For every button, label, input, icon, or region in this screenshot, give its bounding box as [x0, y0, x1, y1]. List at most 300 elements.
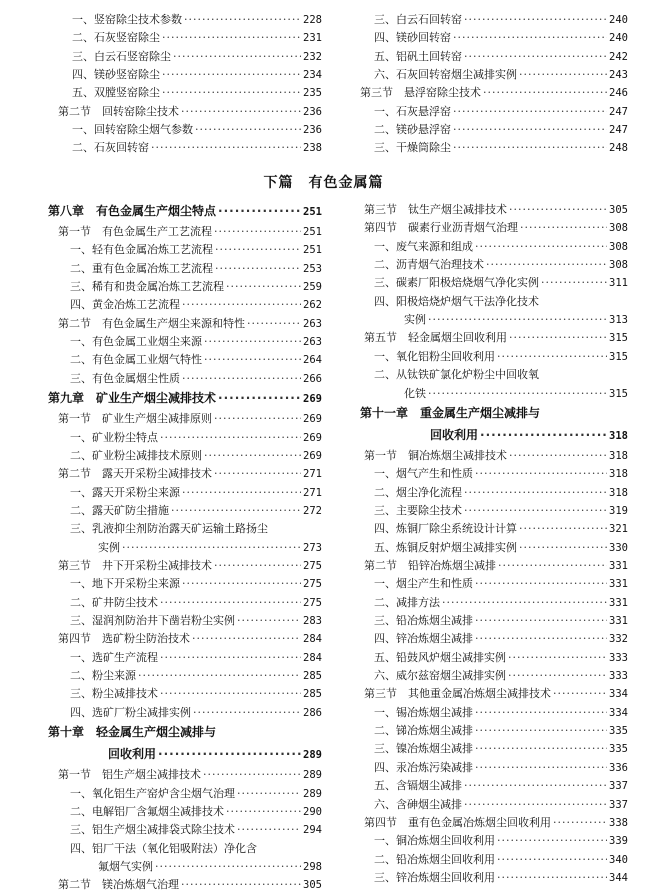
toc-section-entry	[364, 816, 628, 830]
toc-entry	[374, 669, 628, 683]
toc-entry-title: 第二节 镁冶炼烟气治理	[58, 878, 179, 892]
toc-page-number: 289	[303, 769, 322, 782]
toc-entry	[374, 522, 628, 536]
toc-page-number: 269	[303, 449, 322, 462]
toc-entry-title: 第四节 选矿粉尘防治技术	[58, 632, 190, 646]
toc-leader-dots	[486, 258, 607, 272]
toc-page-number: 340	[609, 853, 628, 866]
toc-page-number: 305	[303, 879, 322, 892]
toc-page-number: 263	[303, 317, 322, 330]
toc-leader-dots	[215, 262, 301, 276]
toc-leader-dots	[218, 203, 301, 220]
toc-page-number: 332	[609, 633, 628, 646]
toc-entry-title: 五、铅鼓风炉烟尘减排实例	[374, 650, 506, 664]
toc-entry-title: 第十章 轻金属生产烟尘减排与	[48, 725, 217, 740]
toc-leader-dots	[553, 816, 607, 830]
toc-entry	[374, 853, 628, 867]
toc-page-number: 331	[609, 578, 628, 591]
toc-page-number: 284	[303, 651, 322, 664]
toc-section-entry	[58, 412, 322, 426]
toc-leader-dots	[464, 504, 607, 518]
toc-entry	[404, 387, 628, 401]
toc-entry-title: 三、干燥筒除尘	[374, 141, 451, 155]
toc-entry	[430, 427, 628, 444]
toc-leader-dots	[464, 486, 607, 500]
toc-page-number: 313	[609, 314, 628, 327]
toc-entry-title: 四、选矿厂粉尘减排实例	[70, 705, 191, 719]
toc-entry	[374, 742, 628, 756]
toc-page-number: 333	[609, 651, 628, 664]
toc-entry-title: 一、锡冶炼烟尘减排	[374, 705, 473, 719]
toc-entry-title: 实例	[98, 540, 120, 554]
toc-entry	[374, 761, 628, 775]
toc-leader-dots	[453, 31, 607, 45]
toc-entry	[404, 313, 628, 327]
toc-leader-dots	[475, 240, 607, 254]
toc-leader-dots	[509, 203, 607, 217]
toc-entry-title: 二、粉尘来源	[70, 669, 136, 683]
toc-leader-dots	[214, 412, 301, 426]
toc-leader-dots	[508, 669, 607, 683]
toc-page-number: 289	[303, 787, 322, 800]
toc-leader-dots	[475, 724, 607, 738]
toc-entry-title: 二、烟尘净化流程	[374, 485, 462, 499]
toc-entry-title: 二、有色金属工业烟气特性	[70, 353, 202, 367]
toc-leader-dots	[237, 823, 301, 837]
toc-leader-dots	[195, 123, 301, 137]
toc-page-number: 269	[303, 413, 322, 426]
toc-page-number: 275	[303, 596, 322, 609]
toc-entry	[374, 105, 628, 119]
toc-leader-dots	[160, 431, 301, 445]
toc-leader-dots	[464, 798, 607, 812]
toc-entry-title: 第四节 重有色金属冶炼烟尘回收利用	[364, 815, 551, 829]
toc-leader-dots	[475, 577, 607, 591]
toc-entry	[374, 541, 628, 555]
toc-entry	[374, 632, 628, 646]
toc-entry-title: 一、回转窑除尘烟气参数	[72, 122, 193, 136]
toc-page-number: 318	[609, 429, 628, 442]
toc-entry	[374, 577, 628, 591]
toc-leader-dots	[541, 276, 607, 290]
toc-entry-title: 氟烟气实例	[98, 859, 153, 873]
toc-leader-dots	[204, 353, 301, 367]
toc-leader-dots	[475, 467, 607, 481]
toc-page-number: 275	[303, 578, 322, 591]
toc-entry	[374, 68, 628, 82]
part-title: 下篇 有色金属篇	[263, 175, 384, 191]
toc-page-number: 318	[609, 449, 628, 462]
toc-page-number: 242	[609, 50, 628, 63]
toc-entry-title: 二、重有色金属冶炼工艺流程	[70, 261, 213, 275]
toc-page-number: 275	[303, 559, 322, 572]
toc-leader-dots	[453, 123, 607, 137]
toc-chapter-entry	[48, 724, 322, 741]
toc-leader-dots	[193, 706, 301, 720]
toc-page-number: 251	[303, 206, 322, 218]
toc-leader-dots	[442, 596, 607, 610]
toc-leader-dots	[204, 449, 301, 463]
toc-leader-dots	[519, 68, 607, 82]
toc-entry-title: 三、稀有和贵金属冶炼工艺流程	[70, 280, 224, 294]
toc-page-number: 259	[303, 281, 322, 294]
toc-entry-title: 化铁	[404, 386, 426, 400]
toc-entry	[374, 651, 628, 665]
toc-leader-dots	[519, 522, 607, 536]
toc-entry	[70, 335, 322, 349]
toc-page-number: 266	[303, 372, 322, 385]
toc-page-number: 334	[609, 706, 628, 719]
toc-entry	[374, 141, 628, 155]
toc-leader-dots	[508, 651, 607, 665]
toc-leader-dots	[162, 31, 301, 45]
toc-entry-title: 四、炼铜厂除尘系统设计计算	[374, 522, 517, 536]
toc-entry-title: 六、石灰回转窑烟尘减排实例	[374, 67, 517, 81]
toc-leader-dots	[497, 834, 607, 848]
toc-leader-dots	[160, 687, 301, 701]
toc-leader-dots	[158, 746, 301, 763]
toc-leader-dots	[162, 68, 301, 82]
toc-entry-title: 一、露天开采粉尘来源	[70, 485, 180, 499]
toc-page-number: 344	[609, 871, 628, 884]
toc-entry-title: 三、铝生产烟尘减排袋式除尘技术	[70, 823, 235, 837]
toc-entry	[70, 706, 322, 720]
toc-entry-title: 一、地下开采粉尘来源	[70, 577, 180, 591]
toc-page-number: 285	[303, 688, 322, 701]
toc-entry-title: 四、镁砂回转窑	[374, 31, 451, 45]
toc-section-entry	[364, 449, 628, 463]
toc-page-number: 298	[303, 860, 322, 873]
toc-leader-dots	[428, 313, 607, 327]
toc-page-number: 315	[609, 387, 628, 400]
toc-entry	[70, 504, 322, 518]
toc-section-entry	[58, 559, 322, 573]
toc-entry	[70, 805, 322, 819]
toc-entry	[70, 372, 322, 386]
toc-entry	[70, 842, 322, 856]
toc-page-number: 269	[303, 393, 322, 406]
toc-leader-dots	[182, 298, 301, 312]
toc-entry-title: 三、白云石回转窑	[374, 13, 462, 26]
toc-leader-dots	[162, 86, 301, 100]
toc-page-number: 285	[303, 670, 322, 683]
toc-entry	[374, 724, 628, 738]
toc-leader-dots	[171, 504, 301, 518]
toc-section-entry	[58, 878, 322, 892]
toc-page-number: 271	[303, 468, 322, 481]
toc-entry	[374, 295, 628, 309]
toc-leader-dots	[464, 779, 607, 793]
toc-entry	[374, 368, 628, 382]
toc-entry-title: 五、铝矾土回转窑	[374, 49, 462, 63]
toc-leader-dots	[475, 761, 607, 775]
toc-entry	[374, 834, 628, 848]
toc-leader-dots	[475, 706, 607, 720]
toc-leader-dots	[173, 50, 301, 64]
toc-entry	[374, 350, 628, 364]
toc-entry	[374, 779, 628, 793]
toc-section-entry	[364, 687, 628, 701]
toc-page-number: 305	[609, 204, 628, 216]
toc-page-number: 228	[303, 14, 322, 26]
toc-entry-title: 四、镁砂竖窑除尘	[72, 67, 160, 81]
toc-page-number: 336	[609, 761, 628, 774]
toc-leader-dots	[453, 141, 607, 155]
toc-page-number: 243	[609, 68, 628, 81]
toc-page-number: 238	[303, 142, 322, 155]
toc-entry-title: 第三节 悬浮窑除尘技术	[360, 86, 481, 100]
toc-entry	[374, 486, 628, 500]
toc-entry	[70, 353, 322, 367]
toc-entry	[72, 13, 322, 27]
toc-leader-dots	[214, 467, 301, 481]
toc-leader-dots	[204, 335, 301, 349]
toc-entry	[374, 467, 628, 481]
toc-page-number: 289	[303, 749, 322, 762]
toc-entry-title: 一、铜冶炼烟尘回收利用	[374, 834, 495, 848]
toc-leader-dots	[475, 742, 607, 756]
toc-entry-title: 四、汞冶炼污染减排	[374, 760, 473, 774]
toc-entry	[374, 504, 628, 518]
toc-entry-title: 三、碳素厂阳极焙烧烟气净化实例	[374, 276, 539, 290]
toc-page-number: 319	[609, 504, 628, 517]
toc-entry-title: 六、威尔兹窑烟尘减排实例	[374, 669, 506, 683]
toc-entry	[70, 522, 322, 536]
toc-leader-dots	[122, 541, 301, 555]
toc-entry	[374, 596, 628, 610]
toc-page-number: 247	[609, 105, 628, 118]
toc-entry-title: 第一节 矿业生产烟尘减排原则	[58, 412, 212, 426]
toc-page-number: 271	[303, 486, 322, 499]
toc-entry	[72, 86, 322, 100]
toc-entry	[72, 68, 322, 82]
toc-page-number: 337	[609, 798, 628, 811]
toc-page-number: 321	[609, 523, 628, 536]
toc-section-entry	[58, 225, 322, 239]
toc-leader-dots	[182, 372, 301, 386]
toc-page-number: 240	[609, 32, 628, 45]
toc-page-number: 284	[303, 633, 322, 646]
toc-page-number: 338	[609, 816, 628, 829]
toc-page-number: 269	[303, 431, 322, 444]
toc-entry	[70, 280, 322, 294]
toc-entry	[98, 860, 322, 874]
toc-entry-title: 第十一章 重金属生产烟尘减排与	[360, 405, 541, 420]
toc-entry	[70, 669, 322, 683]
toc-page-number: 246	[609, 87, 628, 100]
toc-entry	[70, 614, 322, 628]
toc-entry	[70, 431, 322, 445]
toc-page-number: 236	[303, 105, 322, 118]
toc-leader-dots	[151, 141, 301, 155]
toc-entry-title: 第九章 矿业生产烟尘减排技术	[48, 391, 217, 406]
toc-entry-title: 三、乳液抑尘剂防治露天矿运输土路扬尘	[70, 522, 268, 536]
toc-page-number: 311	[609, 277, 628, 290]
toc-entry-title: 三、湿润剂防治井下凿岩粉尘实例	[70, 614, 235, 628]
toc-page-number: 334	[609, 688, 628, 701]
toc-entry	[70, 486, 322, 500]
toc-leader-dots	[475, 614, 607, 628]
toc-section-entry	[58, 768, 322, 782]
toc-entry	[70, 449, 322, 463]
toc-leader-dots	[475, 632, 607, 646]
toc-entry-title: 三、铅冶炼烟尘减排	[374, 614, 473, 628]
toc-entry-title: 二、石灰竖窑除尘	[72, 31, 160, 45]
toc-entry-title: 四、阳极焙烧炉烟气干法净化技术	[374, 294, 539, 308]
toc-leader-dots	[497, 350, 607, 364]
toc-section-entry	[364, 559, 628, 573]
toc-leader-dots	[509, 449, 607, 463]
toc-entry	[70, 596, 322, 610]
toc-entry-title: 第二节 露天开采粉尘减排技术	[58, 467, 212, 481]
toc-page-number: 286	[303, 706, 322, 719]
toc-leader-dots	[498, 559, 607, 573]
toc-page-number: 339	[609, 835, 628, 848]
toc-page-number: 263	[303, 336, 322, 349]
toc-leader-dots	[480, 427, 607, 444]
toc-entry	[70, 787, 322, 801]
toc-entry-title: 三、粉尘减排技术	[70, 687, 158, 701]
toc-page-number: 231	[303, 32, 322, 45]
toc-entry-title: 一、烟尘产生和性质	[374, 577, 473, 591]
toc-leader-dots	[483, 86, 607, 100]
toc-section-entry	[58, 632, 322, 646]
toc-entry-title: 二、露天矿防尘措施	[70, 503, 169, 517]
toc-chapter-entry	[48, 390, 322, 407]
toc-page-number: 335	[609, 743, 628, 756]
toc-entry-title: 四、锌冶炼烟尘减排	[374, 632, 473, 646]
toc-section-entry	[364, 221, 628, 235]
toc-entry	[70, 687, 322, 701]
toc-section-entry	[58, 467, 322, 481]
toc-entry	[72, 141, 322, 155]
toc-entry-title: 第三节 其他重金属冶炼烟尘减排技术	[364, 687, 551, 701]
toc-entry-title: 第八章 有色金属生产烟尘特点	[48, 204, 217, 218]
toc-page-number: 247	[609, 123, 628, 136]
toc-entry-title: 二、矿业粉尘减排技术原则	[70, 448, 202, 462]
toc-entry-title: 二、沥青烟气治理技术	[374, 258, 484, 272]
toc-leader-dots	[182, 486, 301, 500]
toc-entry-title: 三、镍冶炼烟尘减排	[374, 742, 473, 756]
toc-page-number: 272	[303, 504, 322, 517]
toc-page-number: 235	[303, 87, 322, 100]
toc-page-number: 294	[303, 824, 322, 837]
toc-entry-title: 四、黄金冶炼工艺流程	[70, 298, 180, 312]
toc-page-number: 264	[303, 354, 322, 367]
toc-section-entry	[364, 203, 628, 217]
toc-entry	[374, 31, 628, 45]
toc-leader-dots	[203, 768, 301, 782]
toc-entry	[72, 123, 322, 137]
toc-entry-title: 二、锑冶炼烟尘减排	[374, 724, 473, 738]
toc-entry-title: 六、含砷烟尘减排	[374, 797, 462, 811]
toc-page-number: 308	[609, 222, 628, 235]
toc-leader-dots	[519, 541, 607, 555]
toc-entry-title: 五、双膛竖窑除尘	[72, 86, 160, 100]
toc-leader-dots	[214, 559, 301, 573]
toc-entry	[72, 50, 322, 64]
toc-entry-title: 一、竖窑除尘技术参数	[72, 13, 182, 26]
toc-section-entry	[58, 317, 322, 331]
toc-entry-title: 三、白云石竖窑除尘	[72, 49, 171, 63]
toc-entry	[374, 240, 628, 254]
toc-page-number: 253	[303, 262, 322, 275]
toc-leader-dots	[155, 860, 301, 874]
toc-page-number: 331	[609, 559, 628, 572]
toc-leader-dots	[464, 13, 607, 27]
toc-entry-title: 二、矿井防尘技术	[70, 595, 158, 609]
toc-page-number: 315	[609, 332, 628, 345]
toc-entry-title: 第五节 轻金属烟尘回收利用	[364, 331, 507, 345]
toc-entry-title: 五、含镉烟尘减排	[374, 779, 462, 793]
toc-leader-dots	[509, 331, 607, 345]
toc-entry	[108, 746, 322, 763]
toc-leader-dots	[192, 632, 301, 646]
toc-entry-title: 一、石灰悬浮窑	[374, 104, 451, 118]
toc-chapter-entry	[360, 405, 628, 422]
toc-entry	[374, 13, 628, 27]
toc-entry-title: 一、烟气产生和性质	[374, 467, 473, 481]
toc-entry-title: 回收利用	[430, 427, 479, 442]
toc-page-number: 308	[609, 240, 628, 253]
toc-entry	[374, 50, 628, 64]
toc-entry	[70, 243, 322, 257]
toc-page-number: 232	[303, 50, 322, 63]
toc-entry	[70, 823, 322, 837]
toc-page-number: 308	[609, 259, 628, 272]
toc-entry-title: 一、氧化铝生产窑炉含尘烟气治理	[70, 786, 235, 800]
toc-entry	[70, 651, 322, 665]
toc-entry-title: 第四节 碳素行业沥青烟气治理	[364, 221, 518, 235]
toc-chapter-entry	[48, 203, 322, 220]
toc-section-entry	[58, 105, 322, 119]
toc-page-number: 273	[303, 541, 322, 554]
toc-entry	[98, 541, 322, 555]
toc-leader-dots	[160, 651, 301, 665]
toc-leader-dots	[181, 105, 301, 119]
toc-entry	[374, 276, 628, 290]
toc-entry-title: 三、主要除尘技术	[374, 503, 462, 517]
toc-leader-dots	[553, 687, 607, 701]
toc-entry-title: 第一节 有色金属生产工艺流程	[58, 225, 212, 239]
toc-entry-title: 二、电解铝厂含氟烟尘减排技术	[70, 804, 224, 818]
toc-entry	[374, 123, 628, 137]
toc-page-number: 262	[303, 299, 322, 312]
toc-leader-dots	[453, 105, 607, 119]
toc-page-number: 318	[609, 468, 628, 481]
toc-page-number: 240	[609, 14, 628, 26]
toc-entry	[374, 258, 628, 272]
toc-leader-dots	[214, 225, 301, 239]
toc-entry-title: 一、矿业粉尘特点	[70, 430, 158, 444]
toc-page-number: 330	[609, 541, 628, 554]
toc-entry-title: 五、炼铜反射炉烟尘减排实例	[374, 540, 517, 554]
toc-entry	[70, 262, 322, 276]
toc-entry-title: 二、镁砂悬浮窑	[374, 122, 451, 136]
toc-entry-title: 第二节 回转窑除尘技术	[58, 104, 179, 118]
toc-entry	[374, 798, 628, 812]
toc-leader-dots	[520, 221, 607, 235]
toc-entry-title: 第三节 井下开采粉尘减排技术	[58, 558, 212, 572]
toc-entry-title: 第一节 铜冶炼烟尘减排技术	[364, 448, 507, 462]
toc-entry-title: 第二节 有色金属生产烟尘来源和特性	[58, 316, 245, 330]
toc-leader-dots	[237, 614, 301, 628]
toc-leader-dots	[218, 390, 301, 407]
toc-page-number: 337	[609, 780, 628, 793]
toc-leader-dots	[226, 280, 301, 294]
toc-entry-title: 三、有色金属烟尘性质	[70, 371, 180, 385]
toc-entry-title: 二、铅冶炼烟尘回收利用	[374, 852, 495, 866]
